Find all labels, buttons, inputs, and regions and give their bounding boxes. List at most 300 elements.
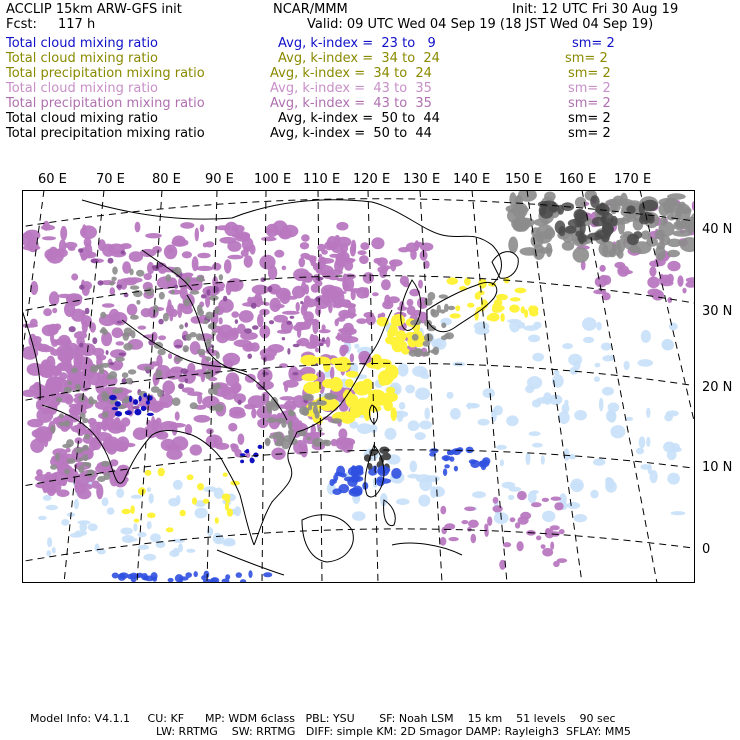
cloud-cell: [464, 278, 471, 286]
cloud-cell: [166, 274, 172, 281]
cloud-cell: [549, 206, 559, 212]
cloud-cell: [152, 576, 157, 581]
cloud-cell: [608, 402, 620, 412]
cloud-cell: [617, 239, 625, 253]
cloud-cell: [240, 460, 244, 464]
cloud-cell: [278, 232, 290, 238]
cloud-cell: [212, 263, 221, 271]
cloud-cell: [226, 281, 232, 295]
cloud-cell: [336, 466, 345, 477]
cloud-cell: [112, 573, 119, 579]
cloud-cell: [532, 353, 544, 362]
cloud-cell: [350, 244, 356, 257]
cloud-cell: [171, 309, 177, 317]
cloud-cell: [196, 266, 214, 271]
cloud-cell: [646, 437, 650, 447]
cloud-cell: [30, 319, 38, 327]
cloud-cell: [60, 226, 67, 241]
cloud-cell: [251, 342, 260, 352]
cloud-cell: [116, 471, 125, 478]
cloud-cell: [471, 534, 477, 544]
cloud-cell: [64, 469, 70, 475]
cloud-cell: [133, 399, 138, 405]
cloud-cell: [213, 389, 218, 395]
cloud-cell: [135, 222, 141, 233]
cloud-cell: [46, 356, 55, 371]
cloud-cell: [268, 344, 284, 353]
cloud-cell: [613, 196, 624, 206]
cloud-cell: [371, 237, 384, 249]
cloud-cell: [79, 343, 83, 348]
cloud-cell: [502, 482, 516, 489]
cloud-cell: [437, 305, 441, 313]
cloud-cell: [124, 328, 133, 336]
cloud-cell: [200, 224, 205, 232]
cloud-cell: [415, 432, 426, 440]
cloud-cell: [216, 225, 231, 230]
cloud-cell: [590, 490, 598, 499]
layer-smoothing: sm= 2: [568, 81, 611, 96]
cloud-cell: [43, 308, 52, 316]
cloud-cell: [130, 315, 139, 320]
cloud-cell: [484, 527, 488, 537]
cloud-cell: [595, 363, 601, 368]
cloud-cell: [56, 397, 63, 402]
cloud-cell: [252, 285, 269, 295]
cloud-cell: [85, 308, 90, 315]
cloud-cell: [147, 521, 152, 529]
cloud-cell: [98, 280, 104, 285]
cloud-cell: [162, 380, 175, 394]
cloud-cell: [340, 411, 356, 423]
cloud-cell: [509, 192, 516, 206]
cloud-cell: [336, 259, 346, 267]
cloud-cell: [180, 368, 188, 374]
layer-k-range: Avg, k-index = 43 to 35: [270, 81, 432, 96]
cloud-cell: [157, 349, 165, 356]
cloud-cell: [64, 420, 70, 426]
cloud-cell: [55, 453, 60, 461]
cloud-cell: [209, 322, 217, 329]
cloud-cell: [269, 298, 281, 312]
layer-k-range: Avg, k-index = 50 to 44: [270, 126, 432, 141]
lon-label: 130 E: [403, 172, 441, 187]
cloud-cell: [468, 520, 479, 528]
cloud-cell: [574, 410, 587, 420]
cloud-cell: [550, 542, 554, 550]
cloud-cell: [103, 472, 110, 480]
cloud-cell: [583, 337, 594, 343]
cloud-cell: [551, 497, 562, 501]
cloud-cell: [293, 344, 300, 347]
layer-name: Total cloud mixing ratio: [6, 111, 159, 126]
cloud-cell: [173, 267, 182, 275]
cloud-cell: [399, 402, 405, 410]
cloud-cell: [600, 267, 605, 272]
forecast-label: Fcst:: [6, 17, 37, 32]
cloud-cell: [542, 498, 549, 502]
cloud-cell: [573, 360, 580, 370]
cloud-cell: [172, 397, 181, 406]
cloud-cell: [92, 337, 97, 344]
cloud-cell: [158, 335, 166, 340]
cloud-cell: [189, 332, 196, 337]
cloud-cell: [71, 367, 78, 373]
cloud-cell: [237, 324, 246, 335]
cloud-cell: [215, 383, 221, 389]
cloud-cell: [203, 243, 208, 248]
cloud-cell: [641, 330, 651, 343]
cloud-cell: [231, 384, 241, 394]
cloud-cell: [112, 407, 118, 410]
cloud-cell: [509, 305, 520, 313]
cloud-cell: [248, 570, 252, 578]
cloud-cell: [441, 527, 447, 534]
cloud-cell: [116, 488, 124, 498]
valid-time: Valid: 09 UTC Wed 04 Sep 19 (18 JST Wed 04 Sep 19): [307, 17, 654, 32]
cloud-cell: [315, 410, 320, 418]
cloud-cell: [301, 234, 310, 241]
cloud-cell: [574, 514, 587, 522]
cloud-cell: [324, 241, 334, 250]
cloud-cell: [128, 369, 136, 374]
cloud-cell: [396, 498, 410, 505]
cloud-cell: [407, 299, 414, 306]
cloud-cell: [582, 317, 597, 331]
cloud-cell: [667, 297, 672, 303]
cloud-cell: [497, 305, 504, 310]
cloud-cell: [143, 554, 156, 561]
cloud-cell: [83, 251, 97, 258]
cloud-cell: [131, 495, 142, 499]
cloud-cell: [251, 408, 256, 418]
cloud-cell: [622, 270, 633, 274]
cloud-cell: [312, 438, 324, 447]
cloud-cell: [496, 445, 507, 450]
cloud-cell: [345, 300, 351, 307]
cloud-cell: [187, 474, 194, 480]
cloud-cell: [461, 520, 468, 524]
cloud-cell: [412, 366, 427, 377]
cloud-cell: [515, 288, 527, 294]
cloud-cell: [219, 274, 223, 280]
cloud-cell: [639, 436, 646, 448]
cloud-cell: [429, 448, 438, 453]
cloud-cell: [282, 337, 285, 340]
cloud-cell: [206, 289, 210, 295]
cloud-cell: [158, 468, 165, 477]
cloud-cell: [205, 312, 213, 320]
cloud-cell: [440, 506, 446, 515]
cloud-cell: [472, 403, 477, 407]
cloud-cell: [223, 296, 227, 302]
cloud-cell: [263, 356, 267, 362]
cloud-cell: [248, 395, 266, 408]
cloud-cell: [257, 314, 264, 328]
cloud-cell: [292, 372, 298, 375]
cloud-cell: [195, 228, 199, 242]
cloud-cell: [546, 243, 553, 257]
cloud-cell: [517, 491, 527, 500]
cloud-cell: [641, 230, 651, 239]
cloud-cell: [500, 313, 504, 322]
cloud-cell: [447, 277, 459, 284]
cloud-cell: [133, 523, 137, 532]
cloud-cell: [46, 505, 58, 510]
cloud-cell: [554, 502, 563, 510]
cloud-cell: [533, 322, 541, 329]
cloud-cell: [526, 452, 531, 465]
cloud-cell: [261, 355, 275, 361]
cloud-cell: [646, 408, 650, 418]
cloud-cell: [532, 443, 543, 448]
cloud-cell: [107, 374, 112, 380]
cloud-cell: [244, 255, 253, 267]
cloud-cell: [175, 345, 183, 348]
cloud-cell: [238, 400, 242, 405]
cloud-cell: [136, 270, 144, 277]
cloud-cell: [647, 289, 661, 297]
cloud-cell: [89, 440, 96, 451]
cloud-cell: [145, 287, 154, 296]
cloud-cell: [510, 517, 516, 522]
cloud-cell: [377, 257, 388, 266]
cloud-cell: [510, 297, 521, 301]
cloud-cell: [90, 365, 98, 373]
cloud-cell: [311, 284, 320, 293]
lon-label: 120 E: [353, 172, 391, 187]
cloud-cell: [197, 253, 210, 259]
cloud-cell: [263, 572, 272, 577]
cloud-cell: [323, 441, 328, 445]
cloud-cell: [671, 511, 686, 515]
cloud-cell: [243, 247, 251, 252]
layer-name: Total cloud mixing ratio: [6, 36, 159, 51]
cloud-cell: [102, 397, 109, 401]
cloud-cell: [450, 408, 461, 420]
cloud-cell: [658, 221, 674, 236]
cloud-cell: [326, 394, 338, 399]
cloud-cell: [554, 370, 560, 375]
cloud-cell: [102, 391, 107, 396]
cloud-cell: [533, 244, 545, 260]
cloud-cell: [356, 318, 367, 324]
cloud-cell: [127, 538, 138, 542]
cloud-cell: [503, 542, 511, 547]
layer-k-range: Avg, k-index = 43 to 35: [270, 96, 432, 111]
cloud-cell: [624, 361, 630, 370]
cloud-cell: [179, 324, 184, 329]
cloud-cell: [35, 344, 50, 352]
cloud-cell: [370, 424, 378, 433]
cloud-cell: [205, 356, 211, 361]
cloud-cell: [50, 465, 57, 470]
cloud-cell: [605, 481, 617, 493]
cloud-cell: [567, 502, 580, 509]
cloud-cell: [440, 537, 447, 546]
cloud-cell: [59, 413, 64, 418]
cloud-cell: [517, 541, 524, 551]
cloud-cell: [305, 284, 310, 294]
cloud-cell: [120, 278, 136, 282]
cloud-cell: [227, 241, 241, 252]
layer-name: Total precipitation mixing ratio: [6, 96, 205, 111]
cloud-cell: [203, 499, 210, 504]
cloud-cell: [682, 288, 686, 294]
cloud-cell: [300, 253, 310, 259]
cloud-cell: [156, 355, 162, 368]
cloud-cell: [134, 409, 141, 416]
cloud-cell: [203, 320, 208, 324]
cloud-cell: [601, 343, 612, 351]
cloud-cell: [49, 291, 59, 306]
cloud-cell: [311, 335, 319, 341]
cloud-cell: [595, 276, 608, 287]
cloud-cell: [276, 436, 282, 442]
cloud-cell: [372, 292, 379, 296]
cloud-cell: [115, 357, 125, 362]
cloud-cell: [506, 415, 518, 426]
cloud-cell: [492, 505, 502, 512]
cloud-cell: [280, 396, 295, 400]
lat-label: 10 N: [702, 460, 733, 475]
cloud-cell: [214, 436, 218, 447]
cloud-cell: [106, 350, 109, 355]
cloud-cell: [234, 449, 241, 457]
cloud-cell: [115, 445, 128, 452]
cloud-cell: [138, 545, 149, 550]
cloud-cell: [594, 376, 600, 382]
cloud-cell: [288, 428, 294, 436]
cloud-cell: [119, 572, 129, 578]
cloud-cell: [352, 511, 366, 521]
cloud-cell: [228, 423, 237, 432]
cloud-cell: [166, 527, 174, 532]
cloud-cell: [388, 296, 400, 303]
cloud-cell: [69, 407, 80, 415]
cloud-cell: [232, 233, 247, 238]
cloud-cell: [467, 403, 471, 410]
cloud-cell: [121, 250, 125, 254]
cloud-cell: [425, 475, 440, 482]
cloud-cell: [251, 303, 257, 309]
cloud-cell: [301, 322, 312, 328]
cloud-cell: [441, 323, 446, 329]
cloud-cell: [118, 353, 125, 356]
cloud-cell: [240, 453, 246, 456]
cloud-cell: [541, 455, 545, 464]
cloud-cell: [508, 495, 514, 500]
cloud-cell: [515, 522, 520, 528]
cloud-cell: [180, 222, 194, 229]
layer-smoothing: sm= 2: [572, 36, 615, 51]
lon-label: 60 E: [38, 172, 67, 187]
cloud-cell: [52, 448, 67, 456]
cloud-cell: [229, 407, 245, 416]
cloud-cell: [573, 247, 590, 263]
cloud-cell: [150, 403, 161, 413]
cloud-cell: [213, 533, 222, 544]
cloud-cell: [500, 459, 504, 466]
cloud-cell: [442, 455, 451, 461]
cloud-cell: [636, 448, 644, 455]
cloud-cell: [266, 417, 277, 423]
cloud-cell: [450, 313, 461, 318]
cloud-cell: [322, 324, 326, 330]
cloud-cell: [528, 306, 538, 314]
cloud-cell: [216, 352, 220, 359]
cloud-cell: [253, 453, 258, 458]
cloud-cell: [329, 254, 339, 258]
cloud-cell: [539, 205, 547, 216]
cloud-cell: [592, 217, 606, 227]
cloud-cell: [281, 420, 286, 427]
cloud-cell: [424, 408, 430, 420]
cloud-cell: [132, 406, 139, 409]
cloud-cell: [300, 355, 317, 366]
cloud-cell: [659, 235, 670, 245]
cloud-cell: [88, 396, 94, 405]
cloud-cell: [444, 464, 450, 468]
cloud-cell: [178, 383, 184, 389]
cloud-cell: [78, 394, 85, 402]
cloud-cell: [428, 292, 436, 301]
cloud-cell: [350, 353, 354, 362]
cloud-cell: [169, 550, 179, 557]
layer-name: Total precipitation mixing ratio: [6, 126, 205, 141]
cloud-cell: [168, 353, 172, 359]
cloud-cell: [147, 413, 154, 416]
cloud-cell: [660, 216, 667, 225]
cloud-cell: [112, 389, 120, 394]
cloud-cell: [397, 411, 404, 422]
cloud-cell: [339, 345, 347, 357]
cloud-cell: [669, 323, 678, 331]
cloud-cell: [614, 262, 625, 269]
cloud-cell: [290, 316, 295, 319]
cloud-cell: [334, 235, 341, 247]
cloud-cell: [483, 388, 495, 398]
cloud-cell: [176, 495, 181, 505]
forecast-hour: 117 h: [58, 17, 96, 32]
cloud-cell: [134, 519, 140, 523]
cloud-cell: [667, 250, 680, 257]
cloud-cell: [108, 258, 114, 264]
cloud-cell: [383, 395, 389, 403]
cloud-cell: [161, 439, 176, 451]
cloud-cell: [133, 290, 143, 297]
cloud-cell: [222, 540, 235, 547]
cloud-cell: [238, 434, 245, 445]
cloud-cell: [234, 339, 252, 347]
cloud-cell: [78, 457, 83, 461]
cloud-cell: [110, 287, 116, 295]
cloud-cell: [47, 537, 52, 547]
cloud-cell: [236, 572, 242, 578]
cloud-cell: [145, 470, 152, 476]
layer-k-range: Avg, k-index = 34 to 24: [278, 51, 440, 66]
cloud-cell: [300, 301, 303, 304]
cloud-cell: [296, 302, 300, 312]
cloud-cell: [44, 249, 58, 261]
cloud-cell: [230, 443, 237, 449]
cloud-cell: [599, 241, 617, 258]
cloud-cell: [146, 400, 150, 405]
cloud-cell: [672, 230, 692, 237]
cloud-cell: [448, 306, 455, 310]
init-time: Init: 12 UTC Fri 30 Aug 19: [512, 2, 679, 17]
cloud-cell: [139, 396, 142, 402]
